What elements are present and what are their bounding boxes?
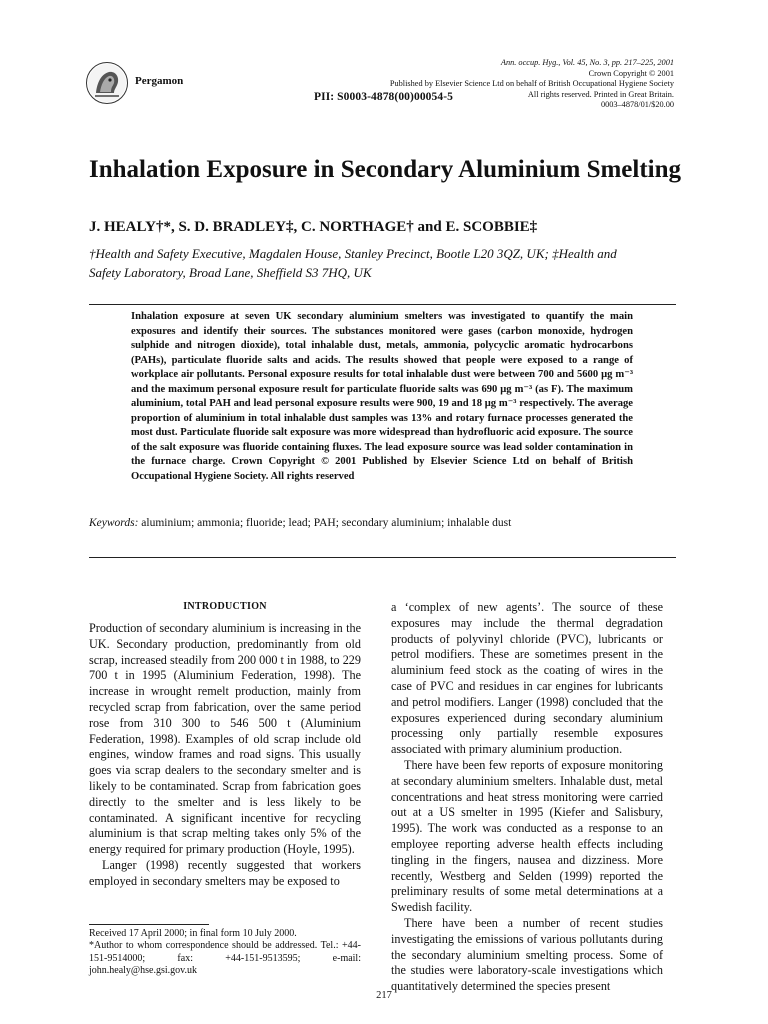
right-column [391, 600, 663, 995]
body-paragraph: There have been few reports of exposure monitoring at secondary aluminium smelters. Inhalable dust, metal concentrations and heat stress monitoring were carried out at a US smelter in 1995 (Kiefer and Salisbury, 1995). The work was conducted as a response to an employee reporting adverse health effects including tingling in the fingers, nausea and dizziness. More recently, Westberg and Selden (1999) reported the preliminary results of some metal determinations at a Swedish facility. [391, 757, 663, 915]
affiliation-line: Safety Laboratory, Broad Lane, Sheffield S3 7HQ, UK [89, 265, 372, 280]
rights-line: All rights reserved. Printed in Great Britain. [527, 89, 674, 99]
body-paragraph: There have been a number of recent studies investigating the emissions of various pollutants during the secondary aluminium smelting process. Some of the studies were laboratory-scale investigations which quantitatively determined the species present [391, 915, 663, 994]
left-column [89, 621, 361, 890]
keywords-label: Keywords: [89, 517, 139, 529]
abstract-top-rule [89, 304, 676, 305]
keywords-list: aluminium; ammonia; fluoride; lead; PAH; secondary aluminium; inhalable dust [141, 517, 512, 529]
body-paragraph: Langer (1998) recently suggested that workers employed in secondary smelters may be exposed to [89, 857, 361, 888]
abstract: Inhalation exposure at seven UK secondary aluminium smelters was investigated to quantify the main exposures and identify their sources. The substances monitored were gases (carbon monoxide, hydrogen sulphide and nitrogen dioxide), total inhalable dust, metals, ammonia, polycyclic aromatic hydrocarbons (PAHs), particulate fluoride salts and acids. The results showed that people were exposed to a range of workplace air pollutants. Personal exposure results for total inhalable dust were between 700 and 5600 μg m⁻³ and the maximum personal exposure result for particulate fluoride salts was 690 μg m⁻³ (as F). The maximum aluminium, total PAH and lead personal exposure results were 900, 19 and 18 μg m⁻³ respectively. The average proportion of aluminium in total inhalable dust samples was 13% and rotary furnace processes generated the most dust. Particulate fluoride salt exposure was more widespread than hydrofluoric acid exposure. The source of the salt exposure was fluoride containing fluxes. The lead exposure source was lead solder contamination in the furnace charge. Crown Copyright © 2001 Published by Elsevier Science Ltd on behalf of British Occupational Hygiene Society. All rights reserved [131, 311, 633, 482]
affiliations [89, 244, 684, 282]
pergamon-logo-icon [87, 63, 127, 103]
journal-info [344, 58, 674, 111]
issn-line: 0003–4878/01/$20.00 [600, 100, 674, 109]
pii-identifier: PII: S0003-4878(00)00054-5 [314, 91, 453, 103]
abstract-bottom-rule [89, 557, 676, 558]
keywords [89, 517, 511, 529]
publisher-name: Pergamon [135, 75, 184, 87]
footnote [89, 928, 361, 977]
copyright-line: Crown Copyright © 2001 [588, 68, 674, 78]
page-number: 217 [376, 990, 392, 1001]
publisher-logo [86, 62, 128, 104]
section-heading-introduction: INTRODUCTION [183, 601, 267, 612]
publisher-line: Published by Elsevier Science Ltd on behalf of British Occupational Hygiene Society [389, 79, 674, 88]
body-paragraph: a ‘complex of new agents’. The source of these exposures may include the thermal degradation products of polyvinyl chloride (PVC), lubricants or petrol modifiers. These are sometimes present in the aluminium feed stock as the coating of wires in the case of PVC and residues in car engines for lubricants and petrol modifiers. Langer (1998) concluded that the exposures experienced during secondary aluminium processing only partially resemble exposures associated with primary aluminium production. [391, 600, 663, 757]
affiliation-line: †Health and Safety Executive, Magdalen House, Stanley Precinct, Bootle L20 3QZ, UK; ‡Health and [89, 246, 617, 261]
author-list: J. HEALY†*, S. D. BRADLEY‡, C. NORTHAGE† and E. SCOBBIE‡ [89, 219, 538, 235]
received-dates: Received 17 April 2000; in final form 10 July 2000. [89, 928, 297, 939]
footnote-rule [89, 924, 209, 925]
journal-citation: Ann. occup. Hyg., Vol. 45, No. 3, pp. 217–225, 2001 [500, 58, 674, 67]
correspondence-note: *Author to whom correspondence should be addressed. Tel.: +44-151-9514000; fax: +44-151-9513595; e-mail: john.healy@hse.gsi.gov.uk [89, 940, 361, 976]
body-paragraph: Production of secondary aluminium is increasing in the UK. Secondary production, predominantly from old scrap, increased steadily from 200 000 t in 1988, to 229 700 t in 1995 (Aluminium Federation, 1998). The increase in wrought remelt production, mainly from recycled scrap from fabrication, over the same period rose from 310 300 to 546 500 t (Aluminium Federation, 1998). Examples of old scrap include old engines, window frames and road signs. This usually goes via scrap dealers to the secondary smelter and is likely to be contaminated. Scrap from fabrication goes directly to the smelter and is less likely to be contaminated. A significant incentive for recycling aluminium is that scrap melting takes only 5% of the energy required for primary production (Hoyle, 1995). [89, 621, 361, 857]
article-title: Inhalation Exposure in Secondary Aluminium Smelting [89, 156, 682, 183]
